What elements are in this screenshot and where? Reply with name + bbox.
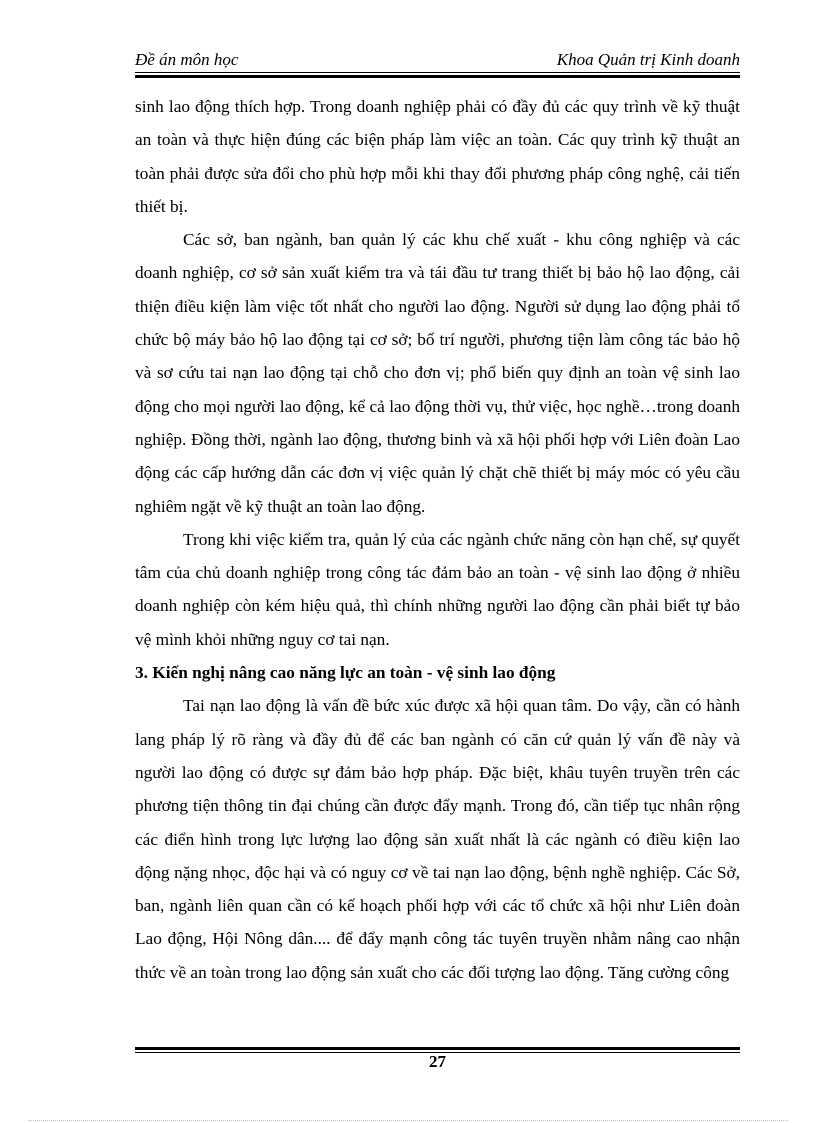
paragraph-recommendations: Tai nạn lao động là vấn đề bức xúc được xã hội quan tâm. Do vậy, cần có hành lang pháp lý rõ ràng và đầy đủ để các ban ngành có căn cứ quản lý vấn đề này và người lao động có được sự đảm bảo hợp pháp. Đặc biệt, khâu tuyên truyền trên các phương tiện thông tin đại chúng cần được đẩy mạnh. Trong đó, cần tiếp tục nhân rộng các điển hình trong lực lượng lao động sản xuất nhất là các ngành có điều kiện lao động nặng nhọc, độc hại và có nguy cơ về tai nạn lao động, bệnh nghề nghiệp. Các Sở, ban, ngành liên quan cần có kế hoạch phối hợp với các tổ chức xã hội như Liên đoàn Lao động, Hội Nông dân.... để đẩy mạnh công tác tuyên truyền nhằm nâng cao nhận thức về an toàn trong lao động sản xuất cho các đối tượng lao động. Tăng cường công bbox=[135, 696, 740, 982]
page-number: 27 bbox=[429, 1052, 446, 1071]
paragraph-self-protection: Trong khi việc kiểm tra, quản lý của các ngành chức năng còn hạn chế, sự quyết tâm của chủ doanh nghiệp trong công tác đảm bảo an toàn - vệ sinh lao động ở nhiều doanh nghiệp còn kém hiệu quả, thì chính những người lao động cần phải biết tự bảo vệ mình khỏi những nguy cơ tai nạn. bbox=[135, 529, 740, 649]
header-divider-thin bbox=[135, 72, 740, 73]
paragraph-continuation: sinh lao động thích hợp. Trong doanh nghiệp phải có đầy đủ các quy trình về kỹ thuật an toàn và thực hiện đúng các biện pháp làm việc an toàn. Các quy trình kỹ thuật an toàn phải được sửa đổi cho phù hợp mỗi khi thay đổi phương pháp công nghệ, cải tiến thiết bị. bbox=[135, 97, 740, 216]
document-body bbox=[135, 90, 740, 989]
page-bottom-edge bbox=[28, 1120, 788, 1121]
footer-divider-thick bbox=[135, 1047, 740, 1050]
header-course-title: Đề án môn học bbox=[135, 50, 239, 69]
header-faculty-name: Khoa Quản trị Kinh doanh bbox=[556, 50, 740, 69]
paragraph-authorities: Các sở, ban ngành, ban quản lý các khu chế xuất - khu công nghiệp và các doanh nghiệp, cơ sở sản xuất kiểm tra và tái đầu tư trang thiết bị bảo hộ lao động, cải thiện điều kiện làm việc tốt nhất cho người lao động. Người sử dụng lao động phải tổ chức bộ máy bảo hộ lao động tại cơ sở; bố trí người, phương tiện làm công tác bảo hộ và sơ cứu tai nạn lao động tại chỗ cho đơn vị; phổ biến quy định an toàn vệ sinh lao động cho mọi người lao động, kể cả lao động thời vụ, thử việc, học nghề…trong doanh nghiệp. Đồng thời, ngành lao động, thương binh và xã hội phối hợp với Liên đoàn Lao động các cấp hướng dẫn các đơn vị việc quản lý chặt chẽ thiết bị máy móc có yêu cầu nghiêm ngặt về kỹ thuật an toàn lao động. bbox=[135, 230, 740, 516]
page-header bbox=[135, 48, 740, 72]
section-heading: 3. Kiến nghị nâng cao năng lực an toàn - vệ sinh lao động bbox=[135, 663, 556, 683]
header-divider-thick bbox=[135, 75, 740, 78]
